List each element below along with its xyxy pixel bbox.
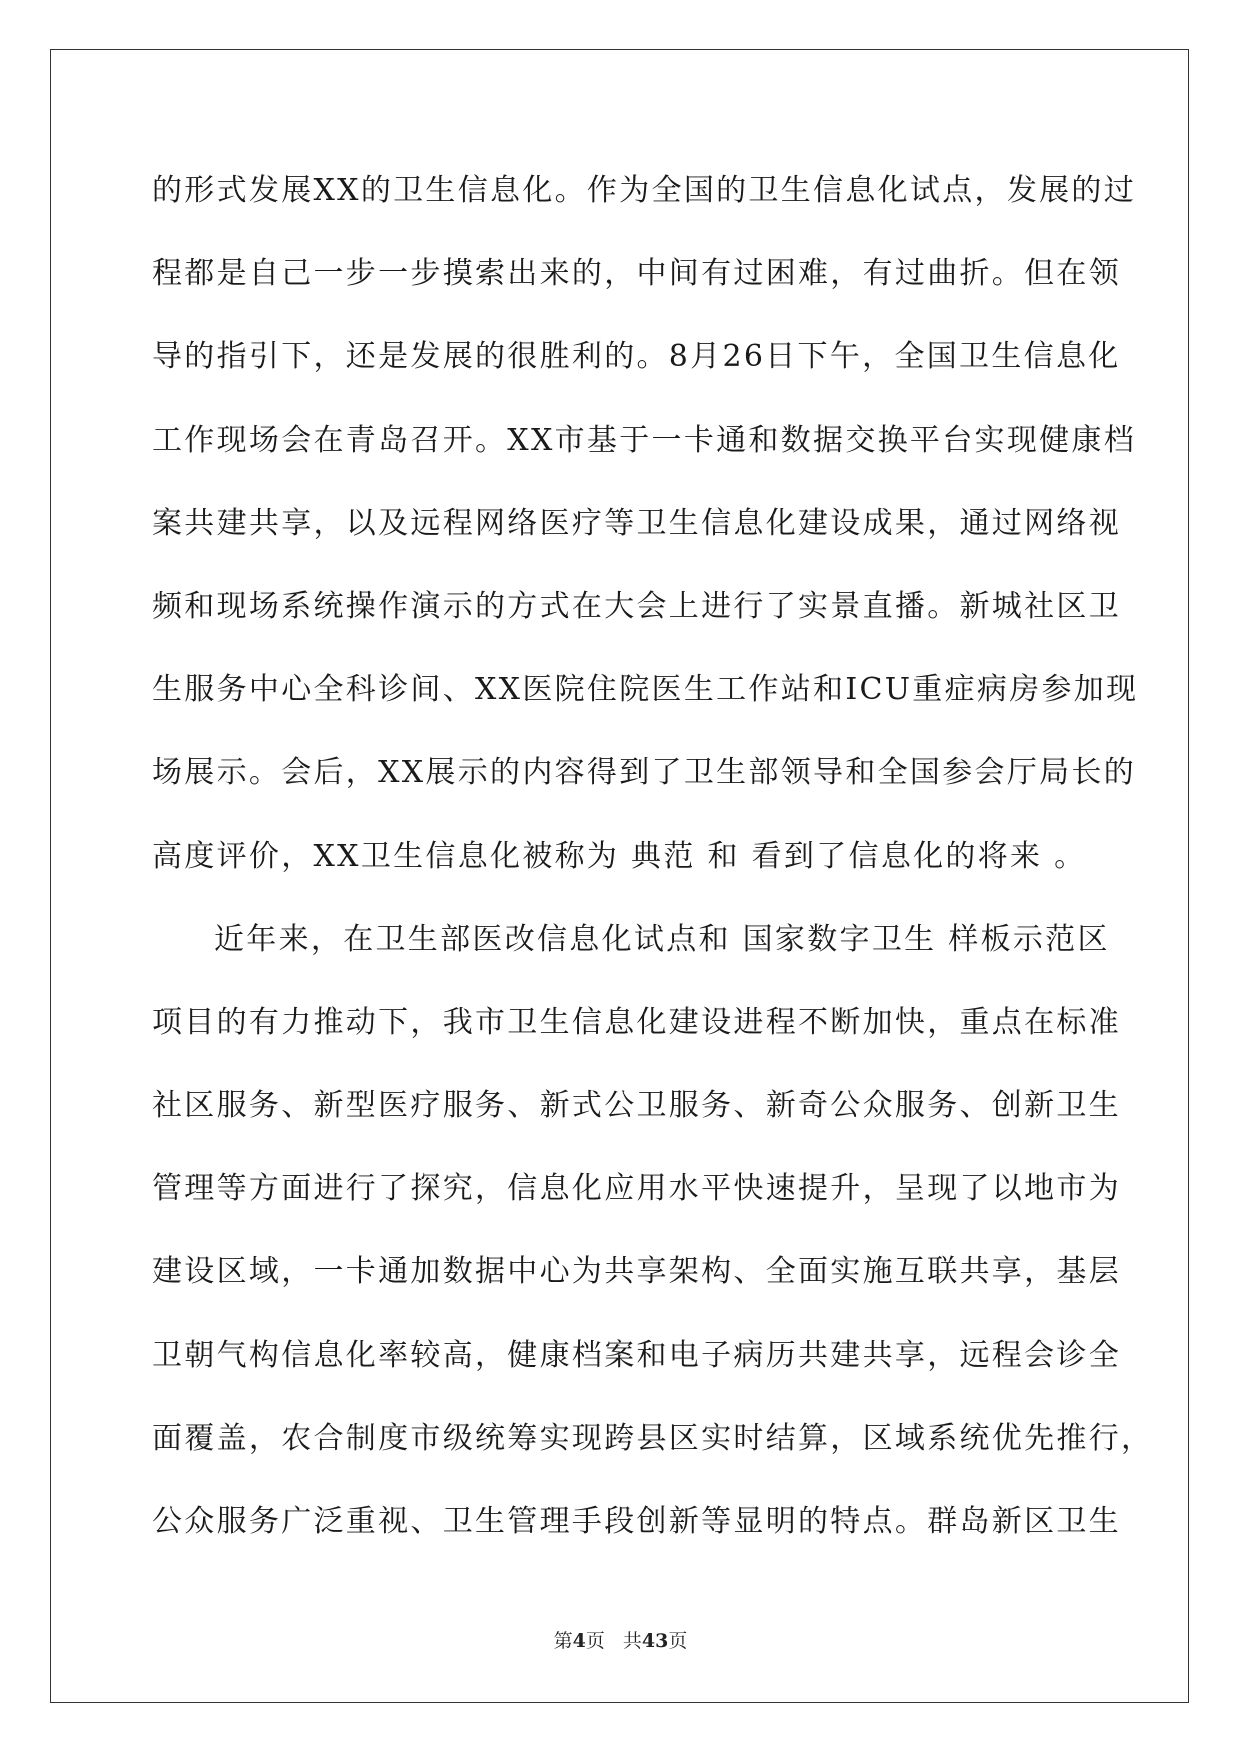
page-prefix: 第 [553, 1630, 573, 1652]
page-number: 4 [572, 1630, 586, 1652]
text-line: 生服务中心全科诊间、XX医院住院医生工作站和ICU重症病房参加现 [152, 672, 1139, 708]
text-line: 社区服务、新型医疗服务、新式公卫服务、新奇公众服务、创新卫生 [152, 1088, 1121, 1124]
text-line: 场展示。会后，XX展示的内容得到了卫生部领导和全国参会厅局长的 [152, 755, 1137, 791]
paragraph-2 [152, 906, 1154, 1572]
text-line: 管理等方面进行了探究，信息化应用水平快速提升，呈现了以地市为 [152, 1171, 1121, 1207]
text-line: 案共建共享，以及远程网络医疗等卫生信息化建设成果，通过网络视 [152, 505, 1121, 541]
document-body [152, 157, 1154, 1571]
text-line: 面覆盖，农合制度市级统筹实现跨县区实时结算，区域系统优先推行， [152, 1420, 1154, 1456]
paragraph-1 [152, 157, 1139, 906]
text-line: 程都是自己一步一步摸索出来的，中间有过困难，有过曲折。但在领 [152, 256, 1121, 292]
text-line: 公众服务广泛重视、卫生管理手段创新等显明的特点。群岛新区卫生 [152, 1504, 1121, 1539]
text-line: 频和现场系统操作演示的方式在大会上进行了实景直播。新城社区卫 [152, 588, 1121, 624]
page-suffix: 页 [585, 1630, 605, 1652]
text-line: 卫朝气构信息化率较高，健康档案和电子病历共建共享，远程会诊全 [152, 1337, 1121, 1373]
text-line: 近年来，在卫生部医改信息化试点和 国家数字卫生 样板示范区 [214, 921, 1110, 957]
total-prefix: 共 [622, 1630, 642, 1652]
text-line: 工作现场会在青岛召开。XX市基于一卡通和数据交换平台实现健康档 [152, 422, 1137, 458]
text-line: 的形式发展XX的卫生信息化。作为全国的卫生信息化试点，发展的过 [152, 173, 1137, 208]
total-pages: 43 [641, 1630, 669, 1652]
text-line: 高度评价，XX卫生信息化被称为 典范 和 看到了信息化的将来 。 [152, 838, 1087, 874]
text-line: 项目的有力推动下，我市卫生信息化建设进程不断加快，重点在标准 [152, 1004, 1121, 1040]
text-line: 导的指引下，还是发展的很胜利的。8月26日下午，全国卫生信息化 [152, 339, 1121, 375]
page-footer [0, 1626, 1241, 1653]
text-line: 建设区域，一卡通加数据中心为共享架构、全面实施互联共享，基层 [152, 1254, 1121, 1290]
total-suffix: 页 [668, 1630, 688, 1652]
